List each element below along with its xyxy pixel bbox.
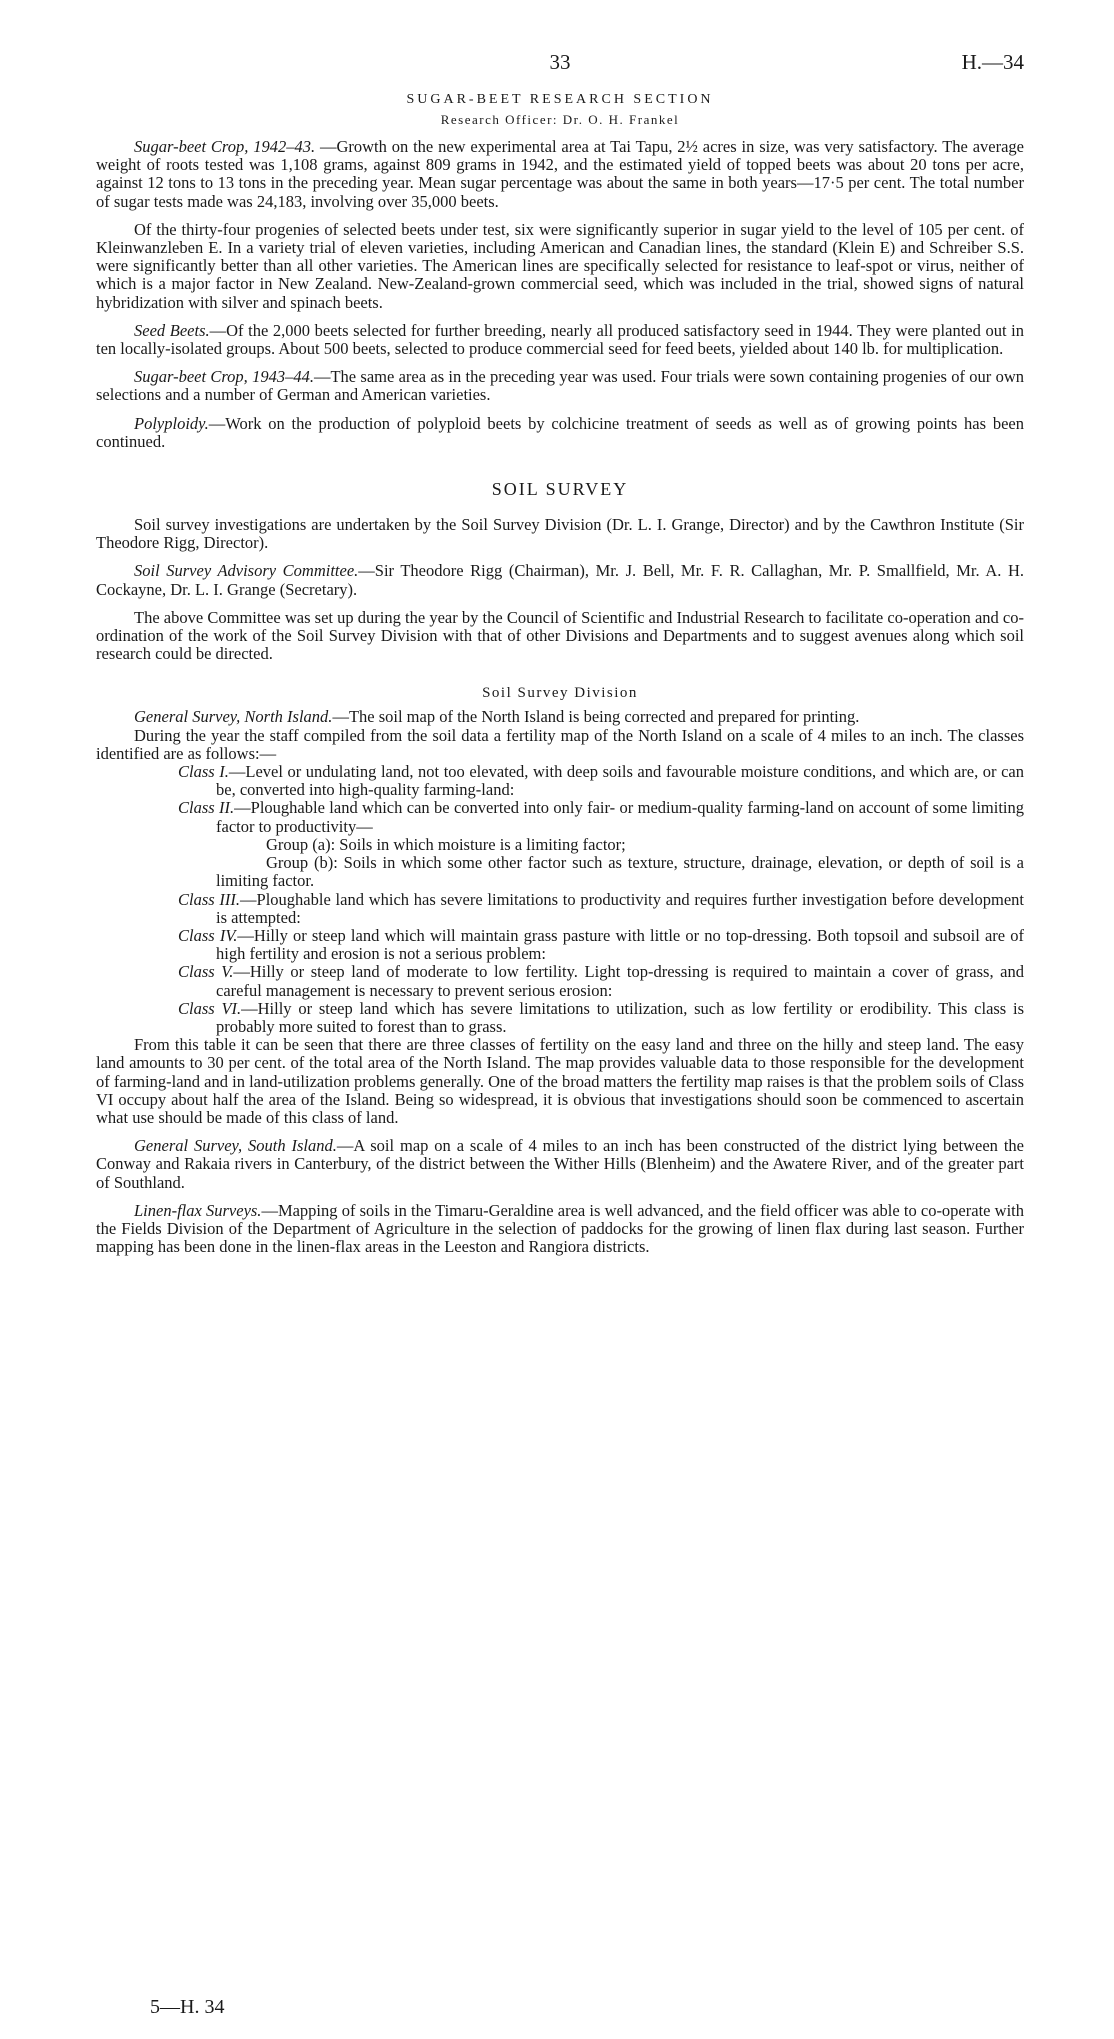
paragraph: During the year the staff compiled from the soil data a fertility map of the North Island on a scale of 4 miles to an inch. The classes identified are as follows:— — [96, 725, 1024, 763]
class-item: Class I.—Level or undulating land, not too elevated, with deep soils and favourable moisture conditions, and which are, or can be, converted into high-quality farming-land: — [178, 762, 1024, 800]
paragraph: Of the thirty-four progenies of selected beets under test, six were significantly superior in sugar yield to the level of 105 per cent. of Kleinwanzleben E. In a variety trial of eleven varieties, including American and Canadian lines, the standard (Klein E) and Schreiber S.S. were significantly better than all other varieties. The American lines are specifically selected for resistance to leaf-spot or virus, neither of which is a major factor in New Zealand. New-Zealand-grown commercial seed, which was included in the trial, showed signs of natural hybridization with silver and spinach beets. — [96, 219, 1024, 312]
paragraph: From this table it can be seen that there are three classes of fertility on the easy land and three on the hilly and steep land. The easy land amounts to 30 per cent. of the total area of the North Island. The map provides valuable data to those responsible for the development of farming-land and in land-utilization problems generally. One of the broad matters the fertility map raises is that the problem soils of Class VI occupy about half the area of the Island. Being so widespread, it is obvious that investigations should soon be commenced to ascertain what use should be made of this class of land. — [96, 1035, 1024, 1127]
paragraph: General Survey, South Island.—A soil map on a scale of 4 miles to an inch has been constructed of the district lying between the Conway and Rakaia rivers in Canterbury, of the district between the Wither Hills (Blenheim) and the Awatere River, and of the greater part of Southland. — [96, 1136, 1024, 1192]
document-reference: H.—34 — [961, 50, 1024, 74]
paragraph-heading: Seed Beets. — [134, 320, 210, 340]
document-page — [96, 50, 1024, 1256]
class-item: Class III.—Ploughable land which has severe limitations to productivity and requires further investigation before development is attempted: — [178, 889, 1024, 927]
paragraph: Soil Survey Advisory Committee.—Sir Theodore Rigg (Chairman), Mr. J. Bell, Mr. F. R. Callaghan, Mr. P. Smallfield, Mr. A. H. Cockayne, Dr. L. I. Grange (Secretary). — [96, 561, 1024, 599]
section-title: SUGAR-BEET RESEARCH SECTION — [406, 92, 714, 107]
paragraph-heading: Polyploidy. — [134, 413, 209, 433]
class-item: Class VI.—Hilly or steep land which has severe limitations to utilization, such as low fertility or erodibility. This class is probably more suited to forest than to grass. — [178, 998, 1024, 1036]
class-item: Class II.—Ploughable land which can be converted into only fair- or medium-quality farming-land on account of some limiting factor to productivity— — [178, 798, 1025, 836]
class-item: Class V.—Hilly or steep land of moderate to low fertility. Light top-dressing is required to maintain a cover of grass, and careful management is necessary to prevent serious erosion: — [178, 962, 1025, 1000]
paragraph: Linen-flax Surveys.—Mapping of soils in the Timaru-Geraldine area is well advanced, and the field officer was able to co-operate with the Fields Division of the Department of Agriculture in the selection of paddocks for the growing of linen flax during last season. Further mapping has been done in the linen-flax areas in the Leeston and Rangiora districts. — [96, 1200, 1024, 1257]
paragraph: Soil survey investigations are undertaken by the Soil Survey Division (Dr. L. I. Grange, Director) and by the Cawthron Institute (Sir Theodore Rigg, Director). — [96, 515, 1024, 553]
paragraph: The above Committee was set up during the year by the Council of Scientific and Industrial Research to facilitate co-operation and co-ordination of the work of the Soil Survey Division with that of other Divisions and Departments and to suggest avenues along which soil research could be directed. — [96, 607, 1024, 664]
paragraph-heading: General Survey, North Island. — [134, 707, 333, 727]
group-item: Group (a): Soils in which moisture is a limiting factor; — [266, 834, 626, 854]
paragraph: General Survey, North Island.—The soil map of the North Island is being corrected and prepared for printing. — [134, 707, 860, 727]
group-item: Group (b): Soils in which some other factor such as texture, structure, drainage, elevation, or depth of soil is a limiting factor. — [216, 853, 1024, 891]
paragraph-heading: General Survey, South Island. — [134, 1136, 337, 1156]
paragraph: Sugar-beet Crop, 1943–44.—The same area as in the preceding year was used. Four trials were sown containing progenies of our own selections and a number of German and American varieties. — [96, 367, 1024, 405]
paragraph: Polyploidy.—Work on the production of polyploid beets by colchicine treatment of seeds as well as of growing points has been continued. — [96, 413, 1024, 451]
signature-mark: 5—H. 34 — [150, 1996, 225, 2018]
running-header — [96, 50, 1024, 82]
paragraph-heading: Sugar-beet Crop, 1943–44. — [134, 367, 314, 387]
paragraph-heading: Sugar-beet Crop, 1942–43. — [134, 137, 316, 156]
subsection-title: Soil Survey Division — [482, 685, 638, 702]
class-item: Class IV.—Hilly or steep land which will maintain grass pasture with little or no top-dressing. Both topsoil and subsoil are of high fertility and erosion is not a serious problem: — [178, 925, 1024, 964]
section-title: SOIL SURVEY — [491, 479, 629, 500]
paragraph-heading: Linen-flax Surveys. — [134, 1200, 262, 1220]
paragraph-heading: Soil Survey Advisory Committee. — [134, 561, 359, 581]
paragraph: Seed Beets.—Of the 2,000 beets selected for further breeding, nearly all produced satisfactory seed in 1944. They were planted out in ten locally-isolated groups. About 500 beets, selected to produce commercial seed for feed beets, yielded about 140 lb. for multiplication. — [96, 320, 1024, 359]
paragraph: Sugar-beet Crop, 1942–43. —Growth on the new experimental area at Tai Tapu, 2½ acres in size, was very satisfactory. The average weight of roots tested was 1,108 grams, against 809 grams in 1942, and the estimated yield of topped beets was about 20 tons per acre, against 12 tons to 13 tons in the preceding year. Mean sugar percentage was about the same in both years—17·5 per cent. The total number of sugar tests made was 24,183, involving over 35,000 beets. — [96, 137, 1024, 211]
page-number: 33 — [549, 50, 571, 74]
officer-line: Research Officer: Dr. O. H. Frankel — [440, 112, 680, 127]
